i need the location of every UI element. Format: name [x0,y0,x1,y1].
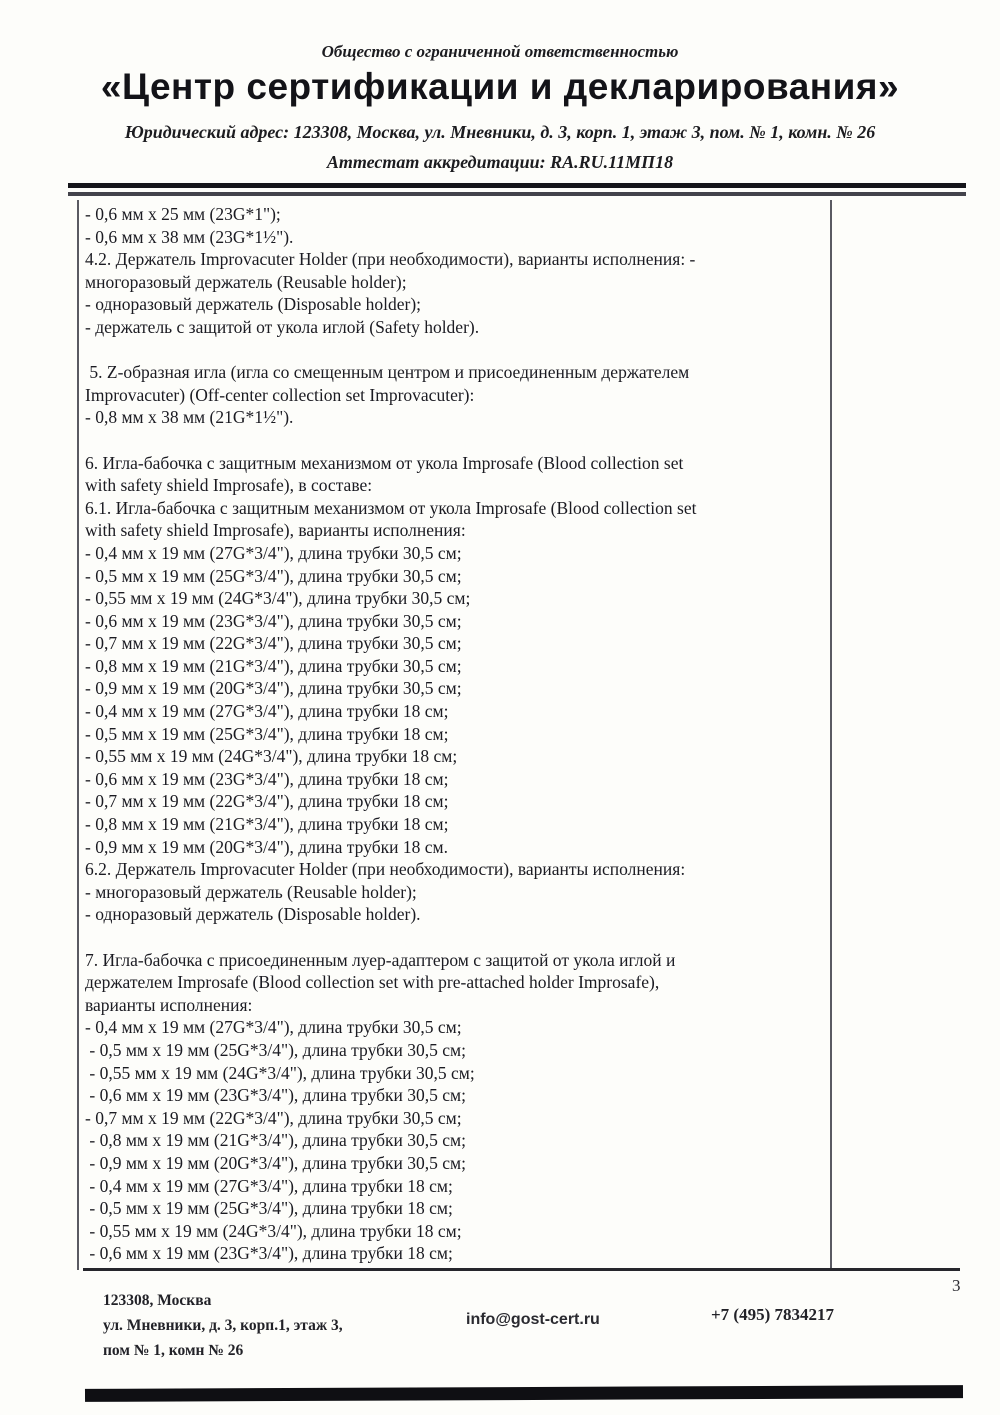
body-text-line: многоразовый держатель (Reusable holder); [85,271,407,292]
body-text-line: - 0,8 мм х 19 мм (21G*3/4"), длина трубки 30,5 см; [85,1130,466,1151]
body-text-line: 5. Z-образная игла (игла со смещенным центром и присоединенным держателем [85,362,690,383]
body-text-line: - 0,9 мм х 19 мм (20G*3/4"), длина трубки 30,5 см; [85,678,462,699]
body-text-line: - 0,7 мм х 19 мм (22G*3/4"), длина трубки 30,5 см; [85,1107,462,1128]
body-text-line: with safety shield Improsafe), в составе: [85,475,373,496]
body-text-line: - одноразовый держатель (Disposable holder); [85,294,422,315]
body-text-line: 6. Игла-бабочка с защитным механизмом от укола Improsafe (Blood collection set [85,452,684,473]
body-text-line: - 0,4 мм х 19 мм (27G*3/4"), длина трубки 18 см; [85,701,449,722]
body-text-line: - 0,5 мм х 19 мм (25G*3/4"), длина трубки 30,5 см; [85,565,462,586]
body-text-line: - 0,8 мм х 19 мм (21G*3/4"), длина трубки 30,5 см; [85,655,462,676]
body-text-line: - 0,55 мм х 19 мм (24G*3/4"), длина трубки 18 см; [85,1220,462,1241]
body-text-line: - 0,6 мм х 19 мм (23G*3/4"), длина трубки 18 см; [85,768,449,789]
body-text-line: 6.2. Держатель Improvacuter Holder (при необходимости), варианты исполнения: [85,859,686,880]
footer-address-line2: ул. Мневники, д. 3, корп.1, этаж 3, [103,1317,343,1334]
body-text-line: - 0,6 мм х 38 мм (23G*1½"). [85,226,294,247]
org-accreditation: Аттестат аккредитации: RA.RU.11МП18 [326,152,674,172]
body-text-line: - 0,9 мм х 19 мм (20G*3/4"), длина трубки 30,5 см; [85,1152,466,1173]
body-text-line: 4.2. Держатель Improvacuter Holder (при необходимости), варианты исполнения: - [85,249,696,270]
table-right-border [830,200,832,1270]
body-text-line: - 0,6 мм х 19 мм (23G*3/4"), длина трубки 18 см; [85,1243,453,1264]
body-text-line: - 0,5 мм х 19 мм (25G*3/4"), длина трубки 18 см; [85,723,449,744]
body-text-line: - многоразовый держатель (Reusable holder); [85,881,417,902]
header-divider [68,183,966,196]
body-text-line: - одноразовый держатель (Disposable holder). [85,904,421,925]
footer-bottom-bar [85,1385,963,1402]
body-text-line: - 0,55 мм х 19 мм (24G*3/4"), длина трубки 18 см; [85,746,458,767]
body-text-line: - 0,6 мм х 19 мм (23G*3/4"), длина трубки 30,5 см; [85,610,462,631]
org-address: Юридический адрес: 123308, Москва, ул. Мневники, д. 3, корп. 1, этаж 3, пом. № 1, комн. № 26 [124,122,876,142]
body-text-line: - 0,6 мм х 25 мм (23G*1"); [85,204,281,224]
body-text-line: with safety shield Improsafe), варианты исполнения: [85,520,466,541]
table-bottom-border [83,1268,960,1271]
body-text-line: - 0,5 мм х 19 мм (25G*3/4"), длина трубки 18 см; [85,1198,453,1219]
body-text-line: 7. Игла-бабочка с присоединенным луер-адаптером с защитой от укола иглой и [85,949,676,970]
body-text-line: - 0,55 мм х 19 мм (24G*3/4"), длина трубки 30,5 см; [85,588,471,609]
footer-address-block [103,1288,343,1363]
body-text-line [85,339,827,362]
body-text-line: - 0,5 мм х 19 мм (25G*3/4"), длина трубки 30,5 см; [85,1039,466,1060]
body-text-column [85,203,827,1265]
body-text-line: - 0,7 мм х 19 мм (22G*3/4"), длина трубки 18 см; [85,791,449,812]
footer-address-line1: 123308, Москва [103,1292,212,1309]
body-text-line: - 0,4 мм х 19 мм (27G*3/4"), длина трубки 30,5 см; [85,1017,462,1038]
body-text-line: - 0,8 мм х 19 мм (21G*3/4"), длина трубки 18 см; [85,814,449,835]
table-left-border [77,200,79,1270]
org-type-line: Общество с ограниченной ответственностью [321,42,679,61]
body-text-line [85,926,827,949]
body-text-line: Improvacuter) (Off-center collection set Improvacuter): [85,384,475,405]
footer-email: info@gost-cert.ru [466,1311,600,1328]
body-text-line: - держатель с защитой от укола иглой (Safety holder). [85,316,480,337]
body-text-line: - 0,8 мм х 38 мм (21G*1½"). [85,407,294,428]
body-text-line: - 0,4 мм х 19 мм (27G*3/4"), длина трубки 30,5 см; [85,542,462,563]
body-text-line: - 0,55 мм х 19 мм (24G*3/4"), длина трубки 30,5 см; [85,1062,475,1083]
footer-phone: +7 (495) 7834217 [711,1305,835,1324]
body-text-line: - 0,9 мм х 19 мм (20G*3/4"), длина трубки 18 см. [85,836,448,857]
body-text-line: - 0,7 мм х 19 мм (22G*3/4"), длина трубки 30,5 см; [85,633,462,654]
body-text-line: варианты исполнения: [85,994,253,1015]
footer-address-line3: пом № 1, комн № 26 [103,1342,244,1359]
page-number: 3 [952,1276,961,1295]
body-text-line [85,429,827,452]
org-title: «Центр сертификации и декларирования» [100,66,900,107]
body-text-line: - 0,4 мм х 19 мм (27G*3/4"), длина трубки 18 см; [85,1175,453,1196]
body-text-line: 6.1. Игла-бабочка с защитным механизмом от укола Improsafe (Blood collection set [85,497,697,518]
body-text-line: держателем Improsafe (Blood collection set with pre-attached holder Improsafe), [85,972,660,993]
body-text-line: - 0,6 мм х 19 мм (23G*3/4"), длина трубки 30,5 см; [85,1085,466,1106]
